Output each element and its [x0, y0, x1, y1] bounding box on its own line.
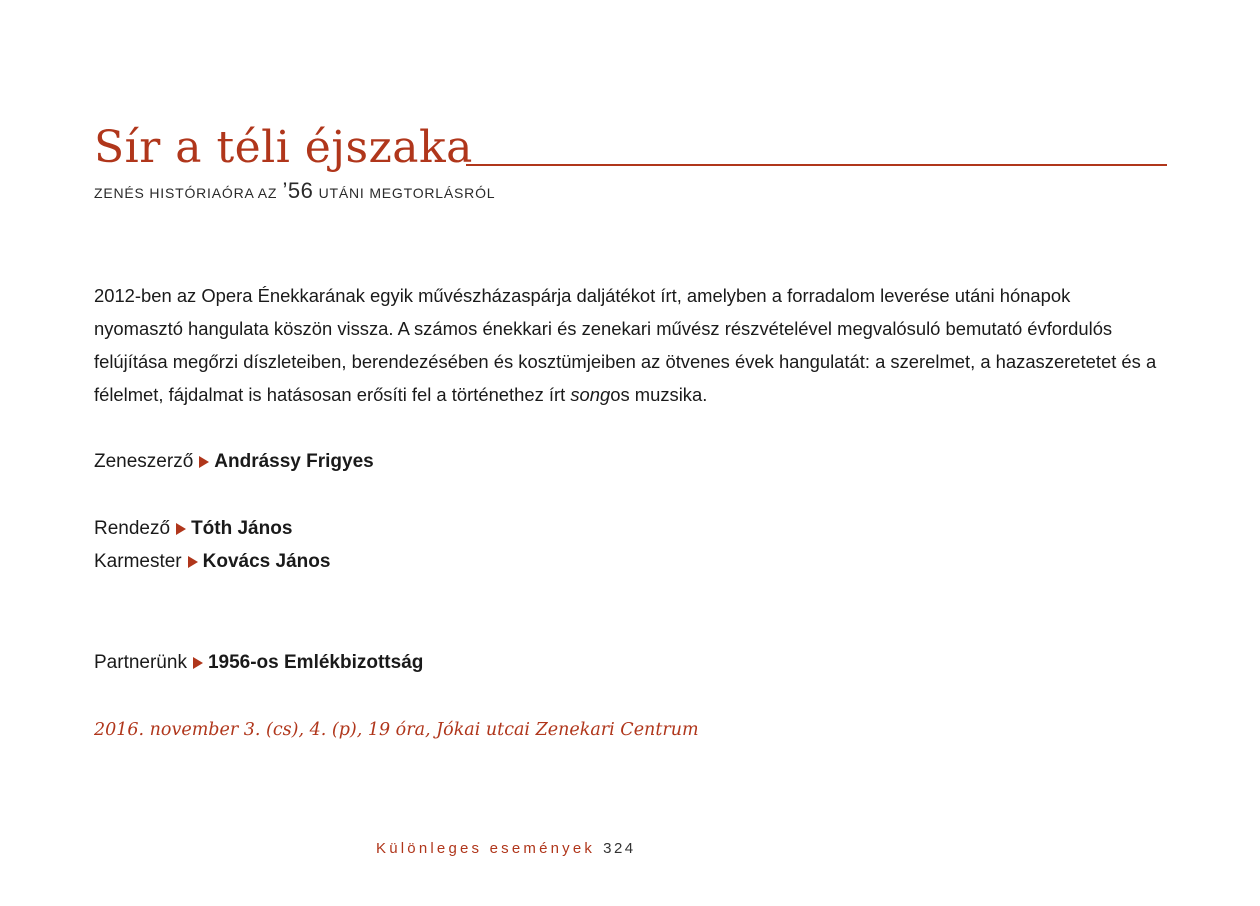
credit-conductor	[94, 549, 330, 575]
triangle-right-icon	[188, 556, 198, 568]
triangle-right-icon	[193, 657, 203, 669]
credit-role: Rendező	[94, 518, 171, 539]
credit-name: Tóth János	[191, 518, 293, 539]
credit-name: Andrássy Frigyes	[214, 451, 374, 472]
subtitle-year: ’56	[282, 178, 314, 203]
credit-name: 1956-os Emlékbizottság	[207, 652, 424, 673]
description-paragraph	[94, 279, 1164, 411]
credit-director	[94, 516, 292, 542]
event-date: 2016. november 3. (cs), 4. (p), 19 óra, Jókai utcai Zenekari Centrum	[94, 720, 699, 740]
credit-partner	[94, 650, 423, 676]
credit-role: Partnerünk	[94, 652, 187, 673]
description-text-end: os muzsika.	[610, 384, 708, 405]
subtitle	[94, 178, 495, 207]
credit-composer	[94, 449, 374, 475]
credit-role: Karmester	[94, 551, 182, 572]
triangle-right-icon	[199, 456, 209, 468]
title-divider	[466, 164, 1167, 166]
credit-name: Kovács János	[202, 551, 331, 572]
subtitle-lead: ZENÉS HISTÓRIAÓRA AZ	[94, 185, 278, 201]
footer-section-title: Különleges események	[376, 840, 596, 857]
page-title: Sír a téli éjszaka	[94, 122, 473, 173]
title-row	[94, 122, 1167, 174]
subtitle-tail: UTÁNI MEGTORLÁSRÓL	[318, 185, 496, 201]
triangle-right-icon	[176, 523, 186, 535]
page-number: 324	[603, 840, 636, 857]
credit-role: Zeneszerző	[94, 451, 194, 472]
description-text: 2012-ben az Opera Énekkarának egyik művészházaspárja daljátékot írt, amelyben a forradalom leverése utáni hónapok nyomasztó hangulata köszön vissza. A számos énekkari és zenekari művész részvételével megvalósuló bemutató évfordulós felújítása megőrzi díszleteiben, berendezésében és kosztümjeiben az ötvenes évek hangulatát: a szerelmet, a hazaszeretetet és a félelmet, fájdalmat is hatásosan erősíti fel a történethez írt	[94, 285, 1157, 405]
description-italic: song	[570, 384, 611, 405]
page-footer	[376, 837, 636, 861]
